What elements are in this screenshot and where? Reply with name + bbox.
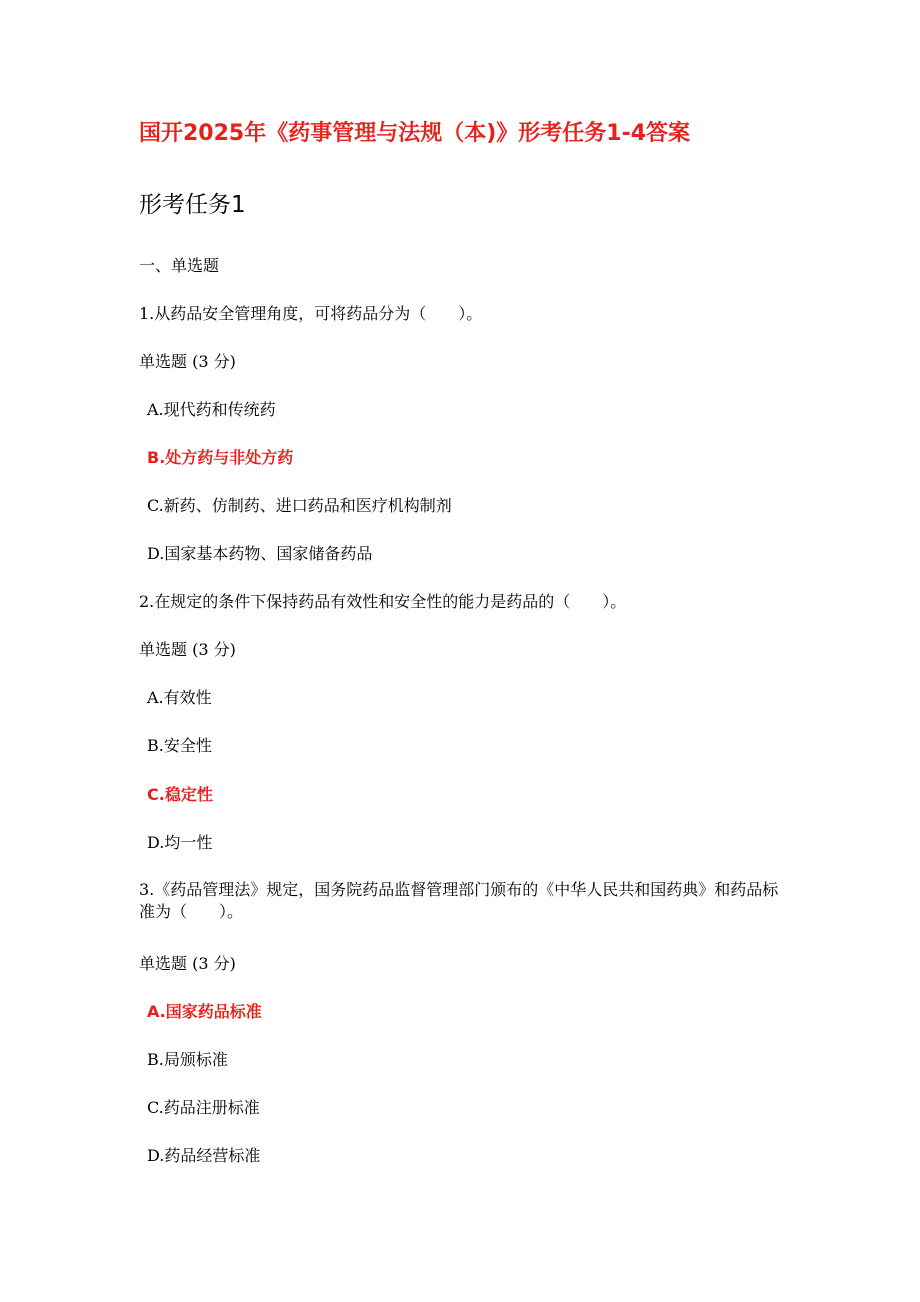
section-title: 形考任务1 xyxy=(139,192,246,218)
document-title: 国开2025年《药事管理与法规（本)》形考任务1-4答案 xyxy=(139,121,691,146)
subsection-heading: 一、单选题 xyxy=(139,256,220,275)
question-1-option-d: D.国家基本药物、国家储备药品 xyxy=(147,544,373,563)
question-2-option-c-correct: C.稳定性 xyxy=(147,785,213,804)
question-1-meta: 单选题 (3 分) xyxy=(139,352,236,371)
question-3-meta: 单选题 (3 分) xyxy=(139,954,236,973)
question-3-option-d: D.药品经营标准 xyxy=(147,1146,261,1165)
question-3-option-b: B.局颁标准 xyxy=(147,1050,228,1069)
question-2-option-a: A.有效性 xyxy=(147,688,212,707)
question-2-text: 2.在规定的条件下保持药品有效性和安全性的能力是药品的（ ）。 xyxy=(139,592,627,611)
question-1-option-a: A.现代药和传统药 xyxy=(147,400,276,419)
question-2-meta: 单选题 (3 分) xyxy=(139,640,236,659)
question-1-option-b-correct: B.处方药与非处方药 xyxy=(147,448,294,467)
question-3-option-c: C.药品注册标准 xyxy=(147,1098,260,1117)
question-2-option-d: D.均一性 xyxy=(147,833,213,852)
question-1-text: 1.从药品安全管理角度，可将药品分为（ ）。 xyxy=(139,304,483,323)
question-1-option-c: C.新药、仿制药、进口药品和医疗机构制剂 xyxy=(147,496,452,515)
question-3-option-a-correct: A.国家药品标准 xyxy=(147,1002,262,1021)
question-3-text: 3.《药品管理法》规定，国务院药品监督管理部门颁布的《中华人民共和国药典》和药品标准为（ ）。 xyxy=(139,880,779,921)
question-2-option-b: B.安全性 xyxy=(147,736,212,755)
